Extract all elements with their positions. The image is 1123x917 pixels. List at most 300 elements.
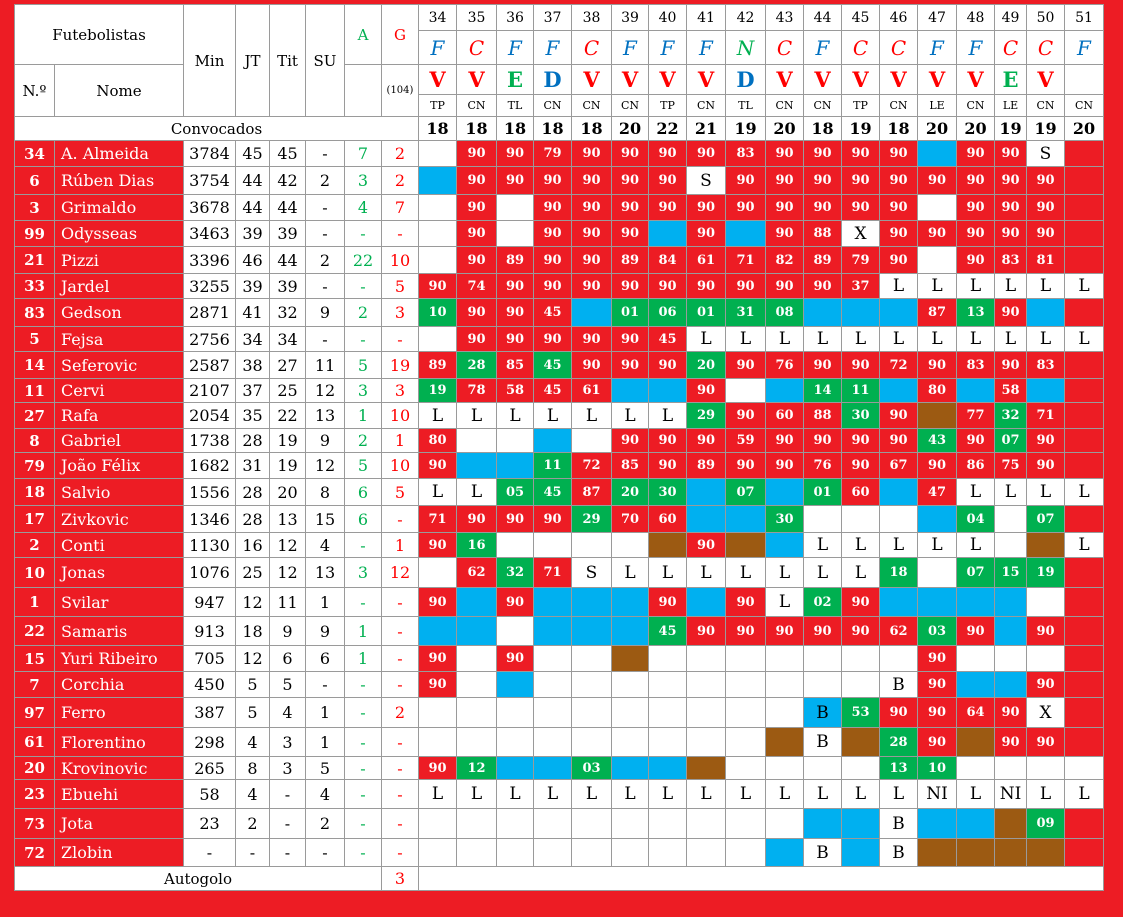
- game-result: V: [1027, 65, 1065, 95]
- game-cell: 90: [880, 141, 918, 167]
- game-cell: 90: [957, 617, 995, 646]
- convocados-count: 18: [572, 117, 612, 141]
- player-starts: 12: [270, 533, 306, 558]
- player-assists: -: [345, 672, 382, 698]
- game-cell: 90: [842, 352, 880, 379]
- player-starts: -: [270, 780, 306, 809]
- game-venue: F: [649, 31, 687, 65]
- game-cell: [766, 728, 804, 757]
- game-cell: L: [804, 327, 842, 352]
- player-minutes: 947: [184, 588, 236, 617]
- player-goals: -: [382, 728, 419, 757]
- player-assists: -: [345, 757, 382, 780]
- player-assists: -: [345, 698, 382, 728]
- player-goals: 1: [382, 533, 419, 558]
- number-header: N.º: [15, 65, 55, 117]
- game-cell: L: [1027, 479, 1065, 506]
- player-name: A. Almeida: [55, 141, 184, 167]
- game-cell: [419, 247, 457, 274]
- game-number: 37: [534, 5, 572, 31]
- game-cell: 90: [726, 352, 766, 379]
- player-number: 27: [15, 403, 55, 429]
- player-name: Samaris: [55, 617, 184, 646]
- game-cell: 90: [649, 352, 687, 379]
- game-cell: 90: [726, 453, 766, 479]
- player-assists: 7: [345, 141, 382, 167]
- game-cell: L: [497, 780, 534, 809]
- player-assists: 22: [345, 247, 382, 274]
- game-cell: X: [1027, 698, 1065, 728]
- player-minutes: 23: [184, 809, 236, 839]
- game-cell: [766, 809, 804, 839]
- player-goals: -: [382, 809, 419, 839]
- game-cell: 09: [1027, 809, 1065, 839]
- player-games: 5: [236, 672, 270, 698]
- game-cell: [842, 728, 880, 757]
- game-cell: 75: [995, 453, 1027, 479]
- player-row: [15, 728, 1104, 757]
- player-subs: 12: [306, 379, 345, 403]
- player-subs: 4: [306, 533, 345, 558]
- game-cell: L: [1027, 780, 1065, 809]
- autogolo-label: Autogolo: [15, 867, 382, 891]
- game-cell: [842, 646, 880, 672]
- player-name: Gedson: [55, 299, 184, 327]
- convocados-count: 18: [880, 117, 918, 141]
- player-assists: -: [345, 274, 382, 299]
- game-cell: [612, 809, 649, 839]
- game-cell: 90: [687, 429, 726, 453]
- player-minutes: 1738: [184, 429, 236, 453]
- game-cell: 90: [918, 728, 957, 757]
- game-cell: L: [804, 780, 842, 809]
- game-cell: L: [1065, 533, 1104, 558]
- game-cell: 90: [1027, 453, 1065, 479]
- game-cell: 90: [1027, 429, 1065, 453]
- game-cell: [1065, 299, 1104, 327]
- game-cell: [880, 646, 918, 672]
- player-name: Salvio: [55, 479, 184, 506]
- game-number: 34: [419, 5, 457, 31]
- game-cell: 90: [687, 195, 726, 221]
- game-cell: L: [804, 533, 842, 558]
- player-goals: 2: [382, 141, 419, 167]
- game-cell: [918, 506, 957, 533]
- game-cell: [918, 195, 957, 221]
- autogolo-value: 3: [382, 867, 419, 891]
- player-name: Seferovic: [55, 352, 184, 379]
- player-starts: 5: [270, 672, 306, 698]
- game-cell: [726, 698, 766, 728]
- player-goals: 3: [382, 379, 419, 403]
- game-cell: L: [880, 274, 918, 299]
- game-cell: 90: [497, 274, 534, 299]
- game-cell: 90: [457, 327, 497, 352]
- game-cell: [534, 728, 572, 757]
- player-number: 21: [15, 247, 55, 274]
- player-starts: 44: [270, 247, 306, 274]
- game-cell: [497, 757, 534, 780]
- game-cell: 90: [534, 506, 572, 533]
- game-cell: [534, 698, 572, 728]
- player-row: [15, 167, 1104, 195]
- game-cell: [1027, 379, 1065, 403]
- player-games: 34: [236, 327, 270, 352]
- game-cell: L: [766, 558, 804, 588]
- game-cell: 45: [534, 352, 572, 379]
- game-cell: [687, 479, 726, 506]
- game-cell: 90: [419, 646, 457, 672]
- game-cell: 72: [572, 453, 612, 479]
- game-cell: L: [766, 327, 804, 352]
- player-games: 4: [236, 728, 270, 757]
- game-cell: 90: [918, 646, 957, 672]
- game-cell: [612, 757, 649, 780]
- game-cell: [726, 221, 766, 247]
- player-goals: 12: [382, 558, 419, 588]
- game-cell: L: [534, 403, 572, 429]
- game-cell: [804, 757, 842, 780]
- player-subs: -: [306, 274, 345, 299]
- player-subs: -: [306, 221, 345, 247]
- game-cell: 45: [534, 479, 572, 506]
- game-cell: 87: [918, 299, 957, 327]
- player-goals: -: [382, 327, 419, 352]
- player-row: [15, 479, 1104, 506]
- game-cell: 90: [1027, 728, 1065, 757]
- game-cell: 90: [497, 646, 534, 672]
- player-number: 1: [15, 588, 55, 617]
- game-cell: 90: [957, 167, 995, 195]
- player-assists: -: [345, 327, 382, 352]
- game-cell: 90: [726, 195, 766, 221]
- assists-header: A: [345, 5, 382, 65]
- game-cell: 90: [995, 352, 1027, 379]
- game-cell: 30: [766, 506, 804, 533]
- game-number: 40: [649, 5, 687, 31]
- player-starts: 3: [270, 757, 306, 780]
- game-cell: NI: [995, 780, 1027, 809]
- game-cell: [918, 839, 957, 867]
- game-cell: 29: [572, 506, 612, 533]
- game-cell: 79: [842, 247, 880, 274]
- game-cell: 02: [804, 588, 842, 617]
- game-cell: [534, 839, 572, 867]
- player-subs: 11: [306, 352, 345, 379]
- game-cell: L: [612, 558, 649, 588]
- player-assists: 1: [345, 617, 382, 646]
- game-cell: [497, 533, 534, 558]
- player-subs: -: [306, 327, 345, 352]
- game-cell: [1065, 588, 1104, 617]
- game-cell: 28: [880, 728, 918, 757]
- player-name: Florentino: [55, 728, 184, 757]
- game-cell: [649, 728, 687, 757]
- game-cell: L: [766, 780, 804, 809]
- game-cell: 82: [766, 247, 804, 274]
- game-cell: L: [842, 558, 880, 588]
- convocados-count: 18: [804, 117, 842, 141]
- game-cell: [572, 728, 612, 757]
- game-cell: [612, 379, 649, 403]
- player-name: Jonas: [55, 558, 184, 588]
- game-cell: 90: [457, 221, 497, 247]
- game-cell: 90: [649, 588, 687, 617]
- player-games: 28: [236, 429, 270, 453]
- game-venue: F: [918, 31, 957, 65]
- game-result: V: [918, 65, 957, 95]
- game-result: E: [995, 65, 1027, 95]
- game-cell: L: [1027, 274, 1065, 299]
- player-minutes: 2871: [184, 299, 236, 327]
- player-row: [15, 299, 1104, 327]
- game-cell: [880, 506, 918, 533]
- game-cell: [995, 506, 1027, 533]
- player-starts: 13: [270, 506, 306, 533]
- player-minutes: 2107: [184, 379, 236, 403]
- game-cell: B: [804, 698, 842, 728]
- game-cell: 90: [572, 327, 612, 352]
- game-cell: 83: [957, 352, 995, 379]
- game-cell: 37: [842, 274, 880, 299]
- game-cell: 85: [612, 453, 649, 479]
- game-cell: [572, 533, 612, 558]
- game-cell: 90: [995, 299, 1027, 327]
- player-row: [15, 403, 1104, 429]
- player-number: 3: [15, 195, 55, 221]
- player-goals: -: [382, 588, 419, 617]
- game-cell: 90: [572, 141, 612, 167]
- player-row: [15, 672, 1104, 698]
- game-cell: 90: [612, 429, 649, 453]
- game-cell: 90: [995, 698, 1027, 728]
- game-cell: L: [612, 780, 649, 809]
- game-cell: 90: [918, 352, 957, 379]
- game-cell: 47: [918, 479, 957, 506]
- game-cell: [995, 533, 1027, 558]
- game-venue: C: [880, 31, 918, 65]
- game-cell: [726, 379, 766, 403]
- player-starts: -: [270, 809, 306, 839]
- game-cell: 03: [572, 757, 612, 780]
- game-cell: [726, 672, 766, 698]
- game-cell: [457, 617, 497, 646]
- player-starts: 19: [270, 429, 306, 453]
- game-cell: 07: [995, 429, 1027, 453]
- convocados-count: 18: [457, 117, 497, 141]
- game-cell: L: [457, 479, 497, 506]
- game-cell: 90: [995, 728, 1027, 757]
- game-cell: [1027, 588, 1065, 617]
- game-cell: 90: [612, 221, 649, 247]
- game-cell: 18: [880, 558, 918, 588]
- player-name: Jota: [55, 809, 184, 839]
- game-cell: [687, 728, 726, 757]
- game-number: 36: [497, 5, 534, 31]
- game-cell: 90: [687, 274, 726, 299]
- game-result: V: [612, 65, 649, 95]
- player-starts: 34: [270, 327, 306, 352]
- game-cell: [497, 195, 534, 221]
- game-competition: CN: [1027, 95, 1065, 117]
- game-cell: 29: [687, 403, 726, 429]
- player-number: 10: [15, 558, 55, 588]
- game-cell: [766, 672, 804, 698]
- player-games: 5: [236, 698, 270, 728]
- game-cell: 45: [649, 327, 687, 352]
- player-number: 11: [15, 379, 55, 403]
- game-cell: L: [419, 403, 457, 429]
- game-cell: S: [572, 558, 612, 588]
- game-cell: [419, 728, 457, 757]
- player-name: Ferro: [55, 698, 184, 728]
- player-subs: 4: [306, 780, 345, 809]
- game-cell: 90: [649, 195, 687, 221]
- game-cell: [534, 646, 572, 672]
- player-name: João Félix: [55, 453, 184, 479]
- player-row: [15, 533, 1104, 558]
- player-number: 99: [15, 221, 55, 247]
- game-cell: 11: [534, 453, 572, 479]
- game-cell: [1065, 698, 1104, 728]
- assists-header-lower: [345, 65, 382, 117]
- player-row: [15, 839, 1104, 867]
- game-cell: [612, 646, 649, 672]
- game-cell: 01: [687, 299, 726, 327]
- game-cell: 87: [572, 479, 612, 506]
- game-cell: 19: [419, 379, 457, 403]
- game-cell: 90: [419, 588, 457, 617]
- game-cell: [457, 646, 497, 672]
- game-cell: [612, 839, 649, 867]
- game-cell: [918, 809, 957, 839]
- game-cell: [572, 299, 612, 327]
- game-cell: L: [687, 327, 726, 352]
- game-cell: 58: [497, 379, 534, 403]
- game-cell: 90: [766, 167, 804, 195]
- game-cell: [1065, 403, 1104, 429]
- game-cell: [419, 195, 457, 221]
- game-cell: 90: [995, 195, 1027, 221]
- game-venue: C: [842, 31, 880, 65]
- game-cell: [995, 757, 1027, 780]
- game-result: V: [880, 65, 918, 95]
- game-number: 41: [687, 5, 726, 31]
- game-result: V: [804, 65, 842, 95]
- game-cell: [497, 728, 534, 757]
- player-goals: -: [382, 506, 419, 533]
- game-cell: 90: [419, 533, 457, 558]
- game-result: V: [842, 65, 880, 95]
- game-cell: 90: [497, 299, 534, 327]
- game-cell: 83: [1027, 352, 1065, 379]
- player-starts: 20: [270, 479, 306, 506]
- player-number: 23: [15, 780, 55, 809]
- player-row: [15, 588, 1104, 617]
- game-cell: 01: [804, 479, 842, 506]
- game-cell: [766, 646, 804, 672]
- game-cell: 90: [766, 617, 804, 646]
- game-cell: 13: [957, 299, 995, 327]
- game-cell: 14: [804, 379, 842, 403]
- game-cell: 03: [918, 617, 957, 646]
- game-cell: 90: [612, 195, 649, 221]
- game-result: V: [572, 65, 612, 95]
- game-cell: 90: [918, 453, 957, 479]
- player-assists: 2: [345, 429, 382, 453]
- convocados-count: 18: [497, 117, 534, 141]
- game-cell: [457, 839, 497, 867]
- game-competition: CN: [766, 95, 804, 117]
- game-cell: 90: [880, 167, 918, 195]
- game-cell: L: [918, 533, 957, 558]
- game-cell: L: [995, 479, 1027, 506]
- player-name: Corchia: [55, 672, 184, 698]
- player-starts: -: [270, 839, 306, 867]
- game-cell: [957, 646, 995, 672]
- game-cell: L: [880, 533, 918, 558]
- player-row: [15, 247, 1104, 274]
- game-cell: [572, 698, 612, 728]
- game-cell: 90: [457, 167, 497, 195]
- game-cell: L: [804, 558, 842, 588]
- game-cell: [726, 809, 766, 839]
- game-cell: 83: [726, 141, 766, 167]
- game-cell: 90: [419, 274, 457, 299]
- player-subs: -: [306, 195, 345, 221]
- game-cell: 90: [649, 429, 687, 453]
- player-starts: 27: [270, 352, 306, 379]
- player-minutes: 3784: [184, 141, 236, 167]
- game-cell: 90: [497, 588, 534, 617]
- game-cell: 60: [649, 506, 687, 533]
- game-competition: LE: [995, 95, 1027, 117]
- game-cell: [649, 221, 687, 247]
- game-venue: F: [687, 31, 726, 65]
- player-goals: 19: [382, 352, 419, 379]
- game-cell: NI: [918, 780, 957, 809]
- game-cell: 71: [1027, 403, 1065, 429]
- game-cell: 45: [534, 299, 572, 327]
- game-cell: 90: [766, 141, 804, 167]
- game-venue: N: [726, 31, 766, 65]
- game-cell: 90: [726, 167, 766, 195]
- game-number: 47: [918, 5, 957, 31]
- player-subs: 1: [306, 588, 345, 617]
- game-cell: 90: [995, 167, 1027, 195]
- game-cell: [995, 672, 1027, 698]
- game-result: V: [419, 65, 457, 95]
- game-cell: B: [804, 839, 842, 867]
- convocados-label: Convocados: [15, 117, 419, 141]
- game-cell: 90: [766, 195, 804, 221]
- game-cell: [1027, 533, 1065, 558]
- game-cell: [649, 757, 687, 780]
- player-subs: 9: [306, 429, 345, 453]
- player-number: 73: [15, 809, 55, 839]
- game-cell: 90: [572, 167, 612, 195]
- game-cell: 90: [766, 429, 804, 453]
- game-cell: 90: [1027, 672, 1065, 698]
- game-cell: 90: [649, 274, 687, 299]
- game-cell: 71: [419, 506, 457, 533]
- game-cell: 90: [995, 221, 1027, 247]
- game-cell: [766, 379, 804, 403]
- game-cell: 90: [918, 167, 957, 195]
- game-cell: 62: [457, 558, 497, 588]
- player-goals: -: [382, 646, 419, 672]
- game-cell: [419, 167, 457, 195]
